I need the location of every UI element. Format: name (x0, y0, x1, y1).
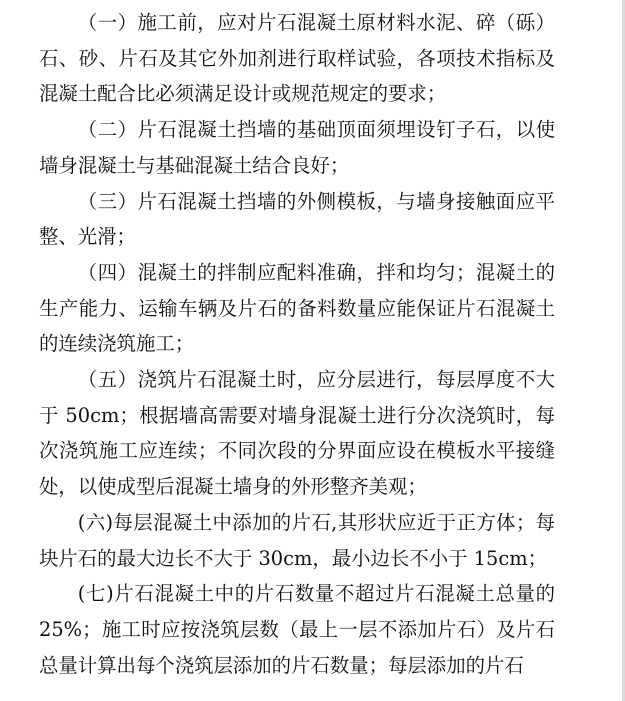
paragraph-5: （五）浇筑片石混凝土时，应分层进行，每层厚度不大于 50cm；根据墙高需要对墙身混凝土进行分次浇筑时，每次浇筑施工应连续；不同次段的分界面应设在模板水平接缝处，以使成型后混凝土墙身的外形整齐美观； (39, 368, 555, 499)
paragraph-6: (六)每层混凝土中添加的片石,其形状应近于正方体；每块片石的最大边长不大于 30cm，最小边长不小于 15cm； (39, 510, 555, 570)
paragraph-4: （四）混凝土的拌制应配料准确，拌和均匀；混凝土的生产能力、运输车辆及片石的备料数量应能保证片石混凝土的连续浇筑施工； (39, 260, 555, 356)
paragraph-3: （三）片石混凝土挡墙的外侧模板，与墙身接触面应平整、光滑； (39, 189, 555, 249)
paragraph-7: (七)片石混凝土中的片石数量不超过片石混凝土总量的 25%；施工时应按浇筑层数（最上一层不添加片石）及片石总量计算出每个浇筑层添加的片石数量；每层添加的片石 (39, 582, 555, 677)
paragraph-1: （一）施工前，应对片石混凝土原材料水泥、碎（砾）石、砂、片石及其它外加剂进行取样试验，各项技术指标及混凝土配合比必须满足设计或规范规定的要求； (39, 11, 555, 106)
paragraph-2: （二）片石混凝土挡墙的基础顶面须埋设钉子石，以使墙身混凝土与基础混凝土结合良好； (39, 118, 555, 177)
